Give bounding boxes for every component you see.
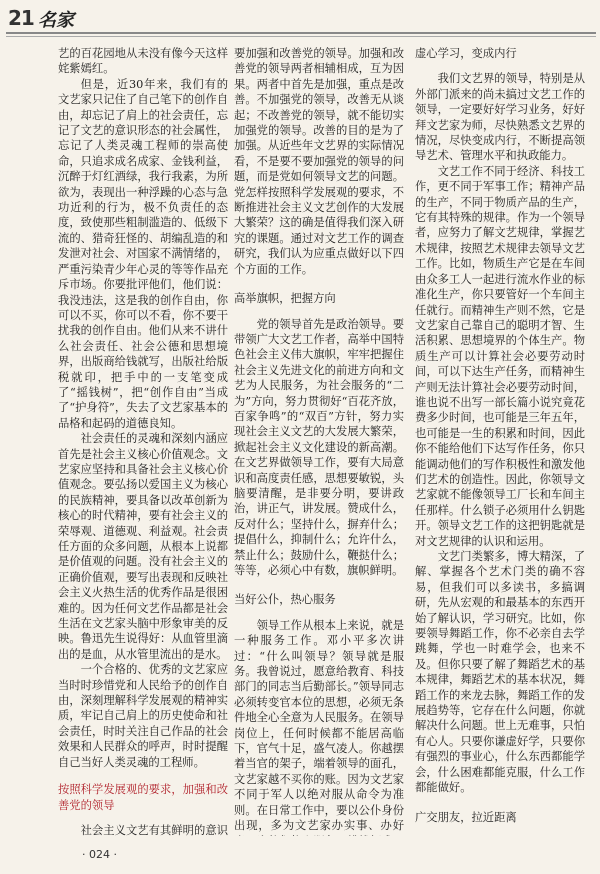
paragraph: 领导工作从根本上来说，就是一种服务工作。邓小平多次讲过：“什么叫领导？领导就是服务。我曾说过，愿意给教育、科技部门的同志当后勤部长。”领导同志必须转变官本位的思想，必须无条件地全心全意为人民服务。在领导岗位上，任何时候都不能居高临下，官气十足，盛气凌人。你越摆着当官的架子，端着领导的面孔，文艺家越不买你的账。因为文艺家不同于军人以绝对服从命令为准则。在日常工作中，要以公仆身份出现，多为文艺家办实事、办好 xyxy=(234,618,404,833)
section-heading: 当好公仆，热心服务 xyxy=(234,593,336,607)
section-heading: 广交朋友，拉近距离 xyxy=(415,810,517,824)
paragraph: 文艺门类繁多，博大精深，了解、掌握各个艺术门类的确不容易，但我们可以多读书，多搞调研，先从宏观的和最基本的东西开始了解认识，学习研究。比如，你要领导舞蹈工作，你不必亲自去学跳舞，学也一时难学会，也来不及。但你只要了解了舞蹈艺术的基本规律，舞蹈艺术的基本状况，舞蹈工作的来龙去脉，舞蹈工作的发展趋势等，它存在什么问题，你就解决什么问题。世上无难事，只怕有心人。只要你谦虚好学，只要你有强烈的事业心，什么东西都能学会，什么困难都能克服，什么工作都能做好。 xyxy=(415,550,585,795)
column-2 xyxy=(234,46,404,836)
page-header xyxy=(0,0,600,44)
paragraph: 一个合格的、优秀的文艺家应当时时珍惜党和人民给予的创作自由，深刻理解科学发展观的精神实质，牢记自己肩上的历史使命和社会责任，时时关注自己作品的社会效果和人民群众的呼声，时时提醒自己当好人类灵魂的工程师。 xyxy=(58,663,228,769)
column-1 xyxy=(58,46,228,836)
magazine-mark: 名家 xyxy=(38,10,74,31)
paragraph: 党的领导首先是政治领导。要带领广大文艺工作者，高举中国特色社会主义伟大旗帜，牢牢把握住社会主义先进文化的前进方向和文艺为人民服务，为社会服务的“二为”方向，努力贯彻好“百花齐放，百家争鸣”的“双百”方针，努力实现社会主义文艺的大发展大繁荣，掀起社会主义文化建设的新高潮。在文艺界做领导工作，要有大局意识和高度责任感，思想要敏锐，头脑要清醒，是非要分明，要讲政治，讲正气，讲发展。赞成什么，反对什么；坚持什么，摒弃什么；提倡什么，抑制什么；允许什么，禁止什么；鼓励什么，鞭挞什么；等等，必须心中有数，旗帜鲜明。 xyxy=(234,317,404,577)
section-heading: 虚心学习，变成内行 xyxy=(415,47,517,60)
column-3 xyxy=(415,46,585,836)
section-heading-red: 按照科学发展观的要求，加强和改善党的领导 xyxy=(58,783,228,812)
footer-page-number: · 024 · xyxy=(82,848,117,861)
paragraph: 要加强和改善党的领导。加强和改善党的领导两者相辅相成，互为因果。两者中首先是加强，重点是改善。不加强党的领导，改善无从谈起；不改善党的领导，就不能切实加强党的领导。改善的目的是为了加强。从近些年文艺界的实际情况看，不是要不要加强党的领导的问题，而是党如何领导文艺的问题。党怎样按照科学发展观的要求，不断推进社会主义文艺创作的大发展大繁荣？这的确是值得我们深入研究的课题。通过对文艺工作的调查研究，我们认为应重点做好以下四个方面的工作。 xyxy=(234,47,404,276)
header-rule-thin xyxy=(6,36,596,37)
paragraph: 社会主义文艺有其鲜明的意识 xyxy=(80,823,228,836)
paragraph: 但是，近30年来，我们有的文艺家只记住了自己笔下的创作自由，却忘记了肩上的社会责任，忘记了文艺的意识形态的社会属性，忘记了人类灵魂工程师的崇高使命，只追求成名成家、金钱利益，沉醉于灯红酒绿，我行我素，为所欲为，表现出一种浮躁的心态与急功近利的行为，极不负责任的态度，致使那些粗制滥造的、低级下流的、猎奇狂怪的、胡编乱造的和发泄对社会、对国家不满情绪的，严重污染青少年心灵的等等作品充斥市场。你要批评他们，他们说：我没违法，这是我的创作自由，你可以不买，你可以不看，你不要干扰我的创作自由。他们从来不讲什么社会责任、社会公德和思想境界，出版商给钱就写，出版社给版税就印，把手中的一支笔变成了“摇钱树”，把“创作自由”当成了“护身符”，失去了文艺家基本的品格和起码的道德良知。 xyxy=(58,77,228,430)
paragraph: 艺的百花园地从未没有像今天这样姹紫嫣红。 xyxy=(58,47,228,76)
paragraph: 文艺工作不同于经济、科技工作，更不同于军事工作；精神产品的生产，不同于物质产品的生产，它有其特殊的规律。作为一个领导者，应努力了解文艺规律，掌握艺术规律，按照艺术规律去领导文艺工作。比如，物质生产它是在车间由众多工人一起进行流水作业的标准化生产，你只要管好一个车间主任就行。而精神生产则不然，它是文艺家自己靠自己的聪明才智、生活积累、思想境界的个体生产。物质生产可以计算社会必要劳动时间，可以下达生产任务，而精神生产则无法计算社会必要劳动时间，谁也说不出写一部长篇小说究竟花费多少时间，也可能是三年五年，也可能是一生的积累和时间，因此你不能给他们下达写作任务，你只能调动他们的写作积极性和激发他们艺术的创造性。因此，你领导文艺家就不能像领导工厂长和车间主任那样。什么锁子必须用什么钥匙开。领导文艺工作的这把钥匙就是对文艺规律的认识和运用。 xyxy=(415,164,585,548)
header-rule xyxy=(6,32,596,34)
paragraph: 我们文艺界的领导，特别是从外部门派来的尚未搞过文艺工作的领导，一定要好好学习业务，好好拜文艺家为师，尽快熟悉文艺界的情况，尽快变成内行，不断提高领导艺术、管理水平和执政能力。 xyxy=(415,72,585,163)
section-heading: 高举旗帜，把握方向 xyxy=(234,292,336,306)
page-number: 21 xyxy=(8,6,34,30)
paragraph: 社会责任的灵魂和深刻内涵应首先是社会主义核心价值观念。文艺家应坚持和具备社会主义核心价值观念。要弘扬以爱国主义为核心的民族精神，要具备以改革创新为核心的时代精神，要有社会主义的荣辱观、道德观、利益观。社会责任方面的众多问题，从根本上说都是价值观的问题。没有社会主义的正确价值观，要写出表现和反映社会主义火热生活的优秀作品是很困难的。因为任何文艺作品都是社会生活在文艺家头脑中形象审美的反映。鲁迅先生说得好：从血管里滴出的是血，从水管里流出的是水。 xyxy=(58,432,228,661)
page-footer xyxy=(0,836,600,874)
